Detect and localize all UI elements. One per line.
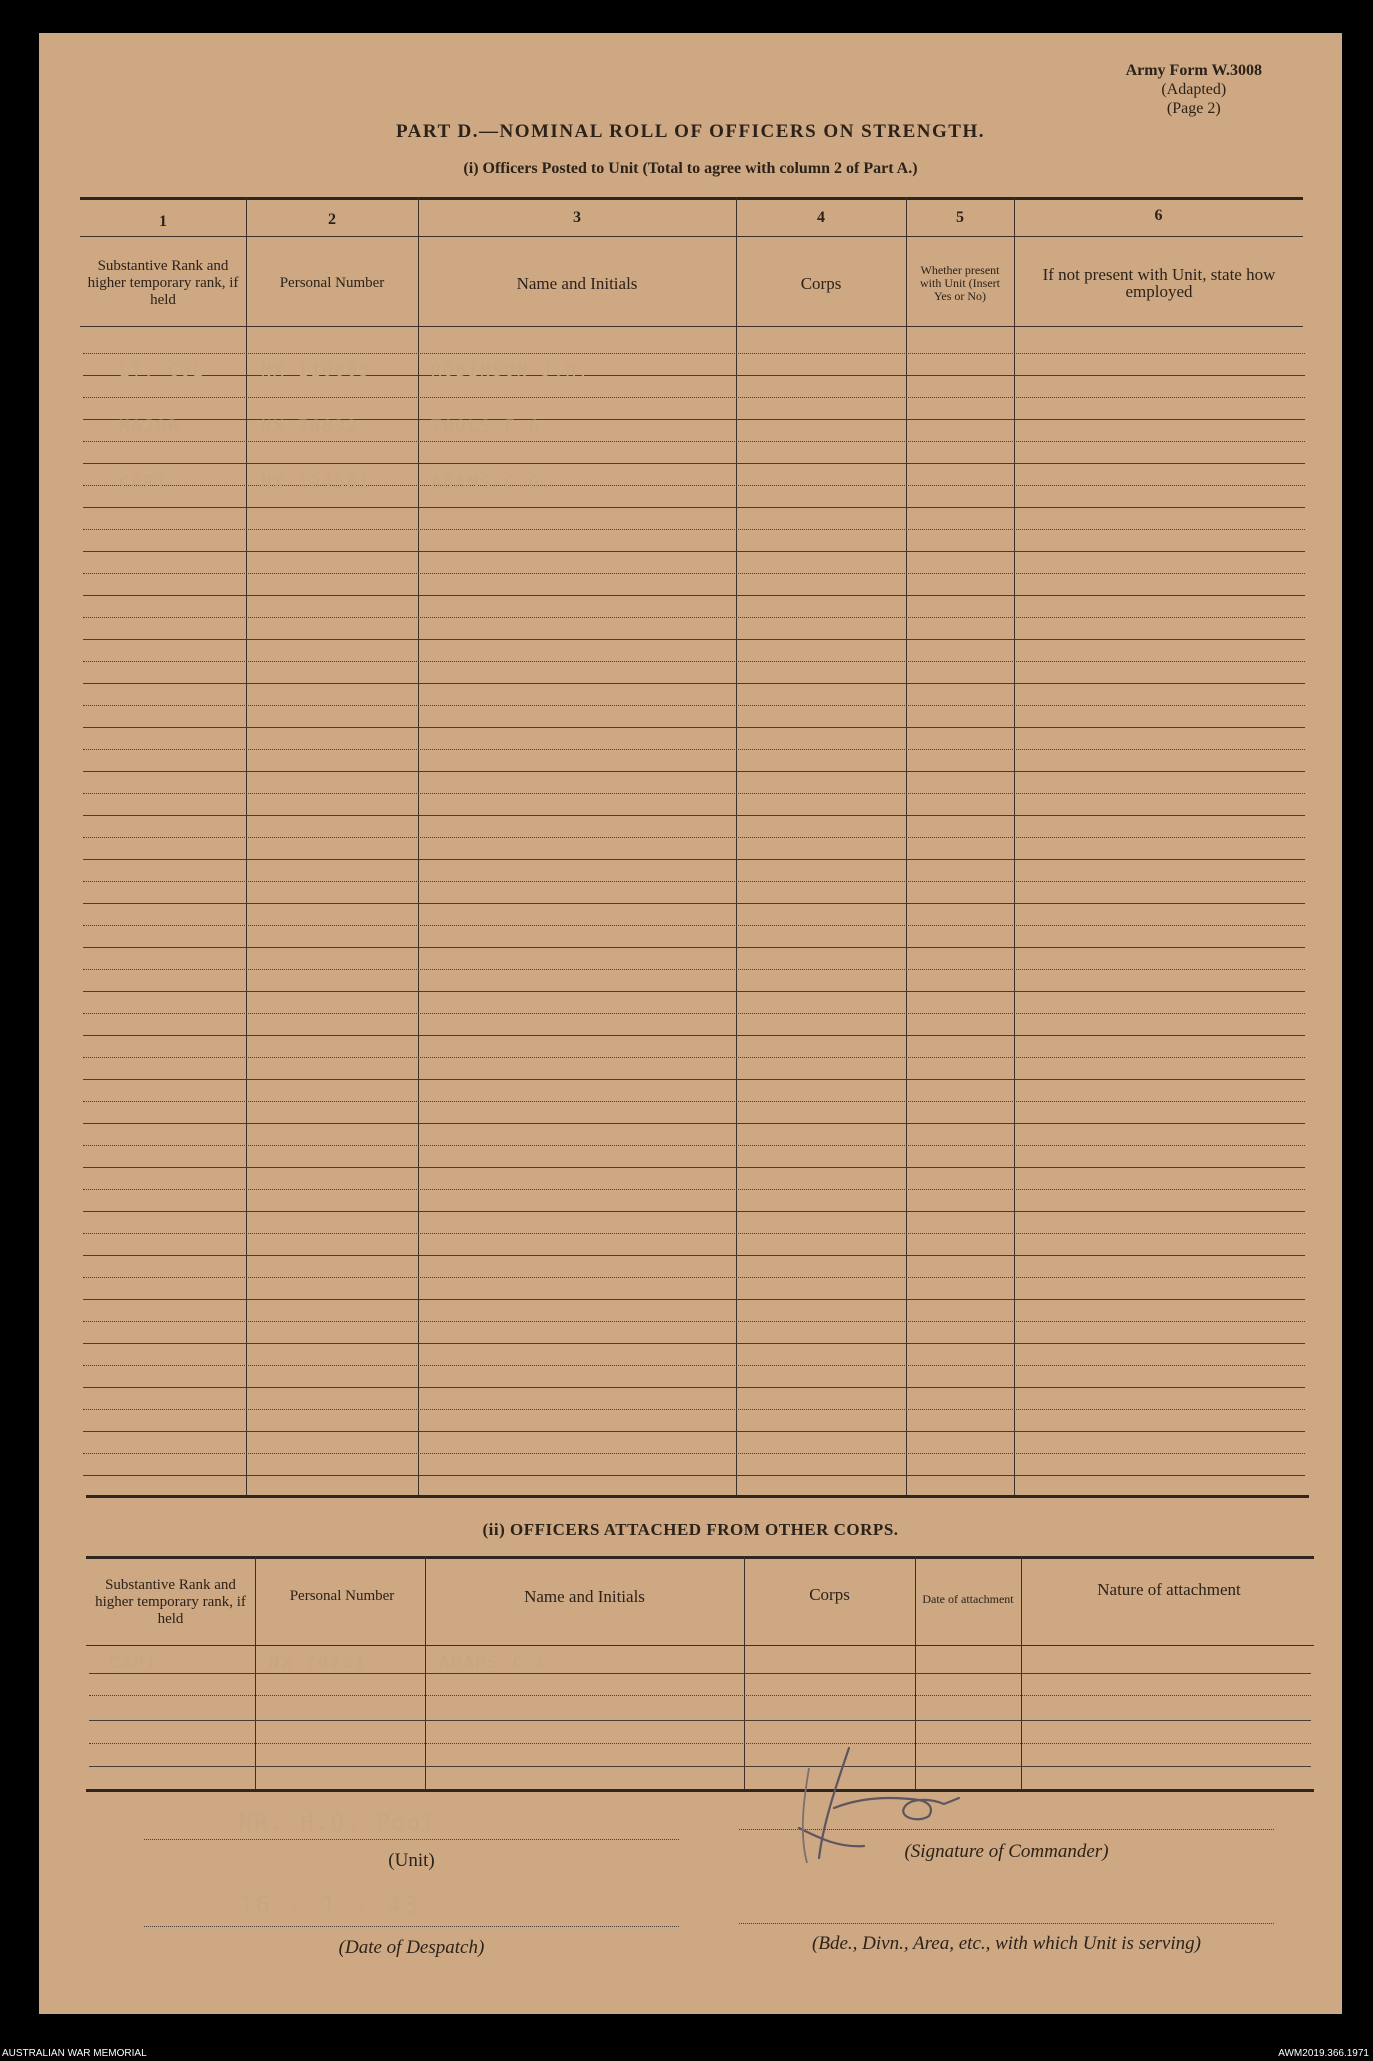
form-adapted: (Adapted) (1161, 81, 1227, 98)
table1-col-number: 1 (159, 213, 167, 230)
table2-row-line (89, 1673, 1311, 1674)
officers-attached-table (39, 33, 1342, 1833)
table1-col-number: 5 (956, 209, 964, 226)
handwritten-cell: ADAMS C.C. (439, 1653, 562, 1673)
commander-signature (779, 1738, 1019, 1878)
form-page-number: (Page 2) (1166, 100, 1221, 117)
handwritten-cell: NX 124581 (261, 473, 372, 493)
table2-row-line (89, 1695, 1311, 1696)
handwritten-cell: NX 70231 (269, 1653, 367, 1673)
table2-row-line (89, 1720, 1311, 1721)
date-label: (Date of Despatch) (338, 1937, 485, 1958)
table2-row-line (89, 1743, 1311, 1744)
table1-header-corps: Corps (800, 273, 842, 293)
table2-header-rank: Substantive Rank and higher temporary rank, if held (95, 1576, 246, 1627)
table1-col-number: 4 (817, 209, 825, 226)
handwritten-cell: CAPT (109, 1653, 158, 1673)
handwritten-cell: LT. COL (119, 361, 205, 381)
handwritten-cell: NX 110603 (261, 361, 372, 381)
part-title: PART D.—NOMINAL ROLL OF OFFICERS ON STRENGTH. (395, 121, 986, 142)
table2-header-rule (86, 1645, 1314, 1646)
table1-col-number: 6 (1154, 207, 1163, 224)
table2-header-nature: Nature of attachment (1097, 1579, 1241, 1599)
table1-header-personal-number: Personal Number (279, 274, 385, 291)
part-subtitle: (i) Officers Posted to Unit (Total to agree with column 2 of Part A.) (463, 160, 918, 177)
unit-label: (Unit) (388, 1850, 435, 1871)
handwritten-cell: ADAMS C.G. (431, 473, 554, 493)
handwritten-cell: MAJOR (119, 417, 181, 437)
handwritten-cell: NX 76832 (261, 417, 359, 437)
table2-header-personal-number: Personal Number (289, 1587, 395, 1604)
table1-header-name: Name and Initials (516, 273, 638, 293)
form-page (39, 33, 1342, 2014)
table1-header-rank: Substantive Rank and higher temporary rank, if held (87, 257, 239, 308)
handwritten-cell: TOOLS F.G. (431, 417, 554, 437)
credit-right: AWM2019.366.1971 (1278, 2048, 1369, 2059)
section-ii-title: (ii) OFFICERS ATTACHED FROM OTHER CORPS. (482, 1520, 899, 1539)
form-number: Army Form W.3008 (1125, 62, 1262, 79)
handwritten-cell: ROBINSON J.H. (431, 361, 591, 381)
signature-label: (Signature of Commander) (904, 1841, 1109, 1862)
unit-field-line (144, 1839, 679, 1840)
date-handwritten: 16 - 1 - 43 (239, 1891, 420, 1919)
unit-handwritten: NR. H.Q. Pool (239, 1811, 438, 1836)
handwritten-cell: CAPT (119, 473, 168, 493)
formation-field-line (739, 1923, 1274, 1924)
table2-top-rule (86, 1556, 1314, 1559)
table2-header-name: Name and Initials (524, 1586, 645, 1606)
formation-label: (Bde., Divn., Area, etc., with which Unit is serving) (812, 1933, 1201, 1954)
table1-col-number: 2 (328, 211, 336, 228)
table1-header-whether-present: Whether present with Unit (Insert Yes or No) (920, 262, 1000, 303)
table2-row-line (89, 1766, 1311, 1767)
table1-header-how-employed: If not present with Unit, state how employed (1042, 265, 1276, 301)
table2-header-corps: Corps (809, 1584, 850, 1604)
credit-left: AUSTRALIAN WAR MEMORIAL (2, 2048, 147, 2059)
table2-header-date-of-attachment: Date of attachment (922, 1591, 1014, 1606)
table2-bottom-rule (86, 1789, 1314, 1792)
table1-col-number: 3 (573, 209, 581, 226)
date-field-line (144, 1926, 679, 1927)
